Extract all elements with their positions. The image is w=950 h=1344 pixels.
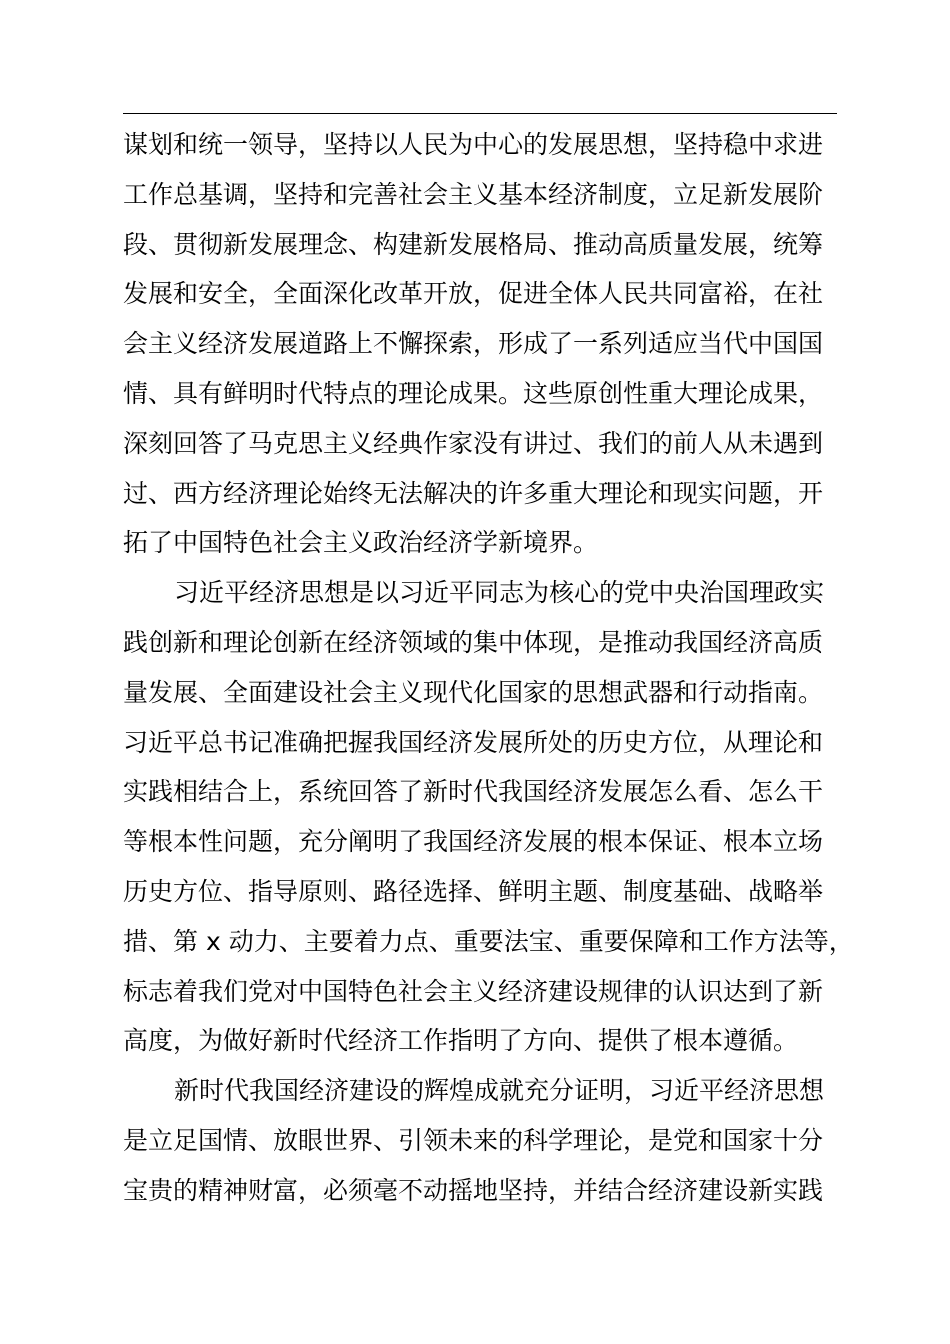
text-line: 谋划和统一领导，坚持以人民为中心的发展思想，坚持稳中求进	[123, 130, 824, 159]
text-line: 等根本性问题，充分阐明了我国经济发展的根本保证、根本立场	[123, 827, 824, 857]
text-line: 习近平总书记准确把握我国经济发展所处的历史方位，从理论和	[123, 727, 824, 757]
paragraph-start-line: 习近平经济思想是以习近平同志为核心的党中央治国理政实	[174, 578, 825, 608]
text-line: 段、贯彻新发展理念、构建新发展格局、推动高质量发展，统筹	[123, 229, 824, 259]
text-line: 措、第 x 动力、主要着力点、重要法宝、重要保障和工作方法等，	[123, 926, 854, 956]
text-line: 历史方位、指导原则、路径选择、鲜明主题、制度基础、战略举	[123, 876, 824, 906]
text-line: 宝贵的精神财富，必须毫不动摇地坚持，并结合经济建设新实践	[123, 1175, 824, 1205]
text-line: 过、西方经济理论始终无法解决的许多重大理论和现实问题，开	[123, 478, 824, 508]
text-line: 深刻回答了马克思主义经典作家没有讲过、我们的前人从未遇到	[123, 428, 824, 458]
text-line: 会主义经济发展道路上不懈探索，形成了一系列适应当代中国国	[123, 329, 824, 359]
text-line: 情、具有鲜明时代特点的理论成果。这些原创性重大理论成果，	[123, 378, 824, 408]
body-text	[123, 120, 883, 1216]
text-line: 践创新和理论创新在经济领域的集中体现，是推动我国经济高质	[123, 627, 824, 657]
text-line: 实践相结合上，系统回答了新时代我国经济发展怎么看、怎么干	[123, 777, 824, 807]
text-line: 是立足国情、放眼世界、引领未来的科学理论，是党和国家十分	[123, 1125, 824, 1155]
text-line: 高度，为做好新时代经济工作指明了方向、提供了根本遵循。	[123, 1026, 799, 1056]
text-line: 标志着我们党对中国特色社会主义经济建设规律的认识达到了新	[123, 976, 824, 1006]
text-line: 量发展、全面建设社会主义现代化国家的思想武器和行动指南。	[123, 677, 824, 707]
text-line: 工作总基调，坚持和完善社会主义基本经济制度，立足新发展阶	[123, 179, 824, 209]
paragraph-start-line: 新时代我国经济建设的辉煌成就充分证明，习近平经济思想	[174, 1076, 825, 1106]
text-line: 发展和安全，全面深化改革开放，促进全体人民共同富裕，在社	[123, 279, 824, 309]
text-line: 拓了中国特色社会主义政治经济学新境界。	[123, 528, 599, 558]
header-rule	[123, 113, 837, 114]
